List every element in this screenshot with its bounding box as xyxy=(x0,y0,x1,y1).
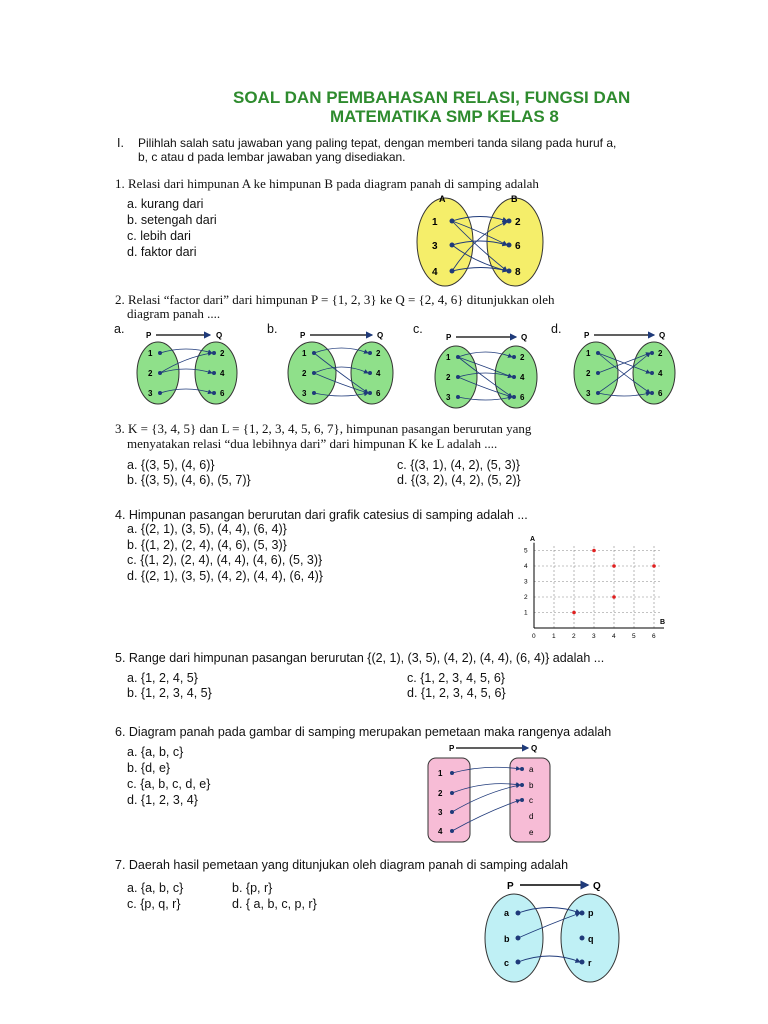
svg-text:b: b xyxy=(529,781,534,790)
p-label: P xyxy=(507,881,514,892)
svg-text:c: c xyxy=(504,958,510,968)
instruction-number: I. xyxy=(117,136,124,150)
svg-text:e: e xyxy=(529,828,534,837)
svg-text:2: 2 xyxy=(376,349,381,358)
instruction-line2: b, c atau d pada lembar jawaban yang disediakan. xyxy=(138,150,406,164)
q4-option-c[interactable]: c. {(1, 2), (2, 4), (4, 4), (4, 6), (5, 3)} xyxy=(127,553,323,567)
svg-text:2: 2 xyxy=(520,353,525,362)
svg-text:3: 3 xyxy=(446,393,451,402)
q7-option-b[interactable]: b. {p, r} xyxy=(232,881,273,895)
q1-text: 1. Relasi dari himpunan A ke himpunan B pada diagram panah di samping adalah xyxy=(115,176,539,191)
data-point xyxy=(652,564,656,568)
q2-line1: 2. Relasi “factor dari” dari himpunan P = {1, 2, 3} ke Q = {2, 4, 6} ditunjukkan oleh xyxy=(115,292,555,307)
x-tick-label: 0 xyxy=(532,633,536,640)
q6-arrow-diagram xyxy=(418,742,558,846)
q4-option-d[interactable]: d. {(2, 1), (3, 5), (4, 2), (4, 4), (6, 4)} xyxy=(127,569,323,583)
y-tick-label: 2 xyxy=(524,594,528,601)
set-p-ellipse xyxy=(485,894,543,982)
q1-arrow-diagram xyxy=(412,192,552,288)
q-label: Q xyxy=(593,881,601,892)
svg-text:b: b xyxy=(504,934,510,944)
a-element-3: 3 xyxy=(432,241,438,252)
svg-text:1: 1 xyxy=(302,349,307,358)
q3-option-c[interactable]: c. {(3, 1), (4, 2), (5, 3)} xyxy=(397,458,520,472)
svg-text:d: d xyxy=(529,812,534,821)
svg-text:2: 2 xyxy=(586,369,591,378)
svg-text:2: 2 xyxy=(446,373,451,382)
q4-option-b[interactable]: b. {(1, 2), (2, 4), (4, 6), (5, 3)} xyxy=(127,538,287,552)
q2-choice-d[interactable]: d. xyxy=(551,322,562,336)
y-tick-label: 5 xyxy=(524,547,528,555)
svg-text:4: 4 xyxy=(520,373,525,382)
svg-text:4: 4 xyxy=(438,827,443,836)
q6-option-b[interactable]: b. {d, e} xyxy=(127,761,171,775)
svg-text:6: 6 xyxy=(520,393,525,402)
svg-text:P: P xyxy=(446,333,452,342)
q1-option-d[interactable]: d. faktor dari xyxy=(127,245,197,259)
svg-text:a: a xyxy=(504,908,510,918)
svg-text:c: c xyxy=(529,796,533,805)
instruction-line1: Pilihlah salah satu jawaban yang paling tepat, dengan memberi tanda silang pada huruf a, xyxy=(138,136,617,150)
svg-text:3: 3 xyxy=(148,389,153,398)
q2-diagram-c xyxy=(428,329,548,409)
q2-line2: diagram panah .... xyxy=(127,306,221,321)
svg-text:a: a xyxy=(529,765,534,774)
q7-arrow-diagram xyxy=(482,876,632,986)
data-point xyxy=(572,611,576,615)
svg-text:r: r xyxy=(588,958,592,968)
svg-text:2: 2 xyxy=(438,789,443,798)
q7-option-a[interactable]: a. {a, b, c} xyxy=(127,881,184,895)
svg-text:2: 2 xyxy=(658,349,663,358)
q4-cartesian-chart xyxy=(506,520,676,640)
svg-text:6: 6 xyxy=(658,389,663,398)
svg-text:P: P xyxy=(300,331,306,340)
svg-text:Q: Q xyxy=(377,331,384,340)
q3-option-d[interactable]: d. {(3, 2), (4, 2), (5, 2)} xyxy=(397,473,521,487)
q4-option-a[interactable]: a. {(2, 1), (3, 5), (4, 4), (6, 4)} xyxy=(127,522,287,536)
q3-line2: menyatakan relasi “dua lebihnya dari” dari himpunan K ke L adalah .... xyxy=(127,436,498,451)
y-tick-label: 4 xyxy=(524,563,528,570)
svg-text:4: 4 xyxy=(376,369,381,378)
chart-xlabel: B xyxy=(660,619,666,626)
chart-ylabel: A xyxy=(530,535,536,543)
svg-text:6: 6 xyxy=(376,389,381,398)
svg-text:3: 3 xyxy=(302,389,307,398)
svg-text:2: 2 xyxy=(148,369,153,378)
data-point xyxy=(612,564,616,568)
b-element-6: 6 xyxy=(515,241,521,252)
q5-option-a[interactable]: a. {1, 2, 4, 5} xyxy=(127,671,198,685)
svg-text:P: P xyxy=(584,331,590,340)
q7-text: 7. Daerah hasil pemetaan yang ditunjukan oleh diagram panah di samping adalah xyxy=(115,858,569,872)
q5-text: 5. Range dari himpunan pasangan berurutan {(2, 1), (3, 5), (4, 2), (4, 4), (6, 4)} adalah ... xyxy=(115,651,605,665)
q1-option-b[interactable]: b. setengah dari xyxy=(127,213,217,227)
q3-option-a[interactable]: a. {(3, 5), (4, 6)} xyxy=(127,458,215,472)
p-label: P xyxy=(146,331,152,340)
data-point xyxy=(592,549,596,553)
svg-text:4: 4 xyxy=(658,369,663,378)
q2-choice-a[interactable]: a. xyxy=(114,322,125,336)
y-tick-label: 3 xyxy=(524,578,528,586)
set-b-label: B xyxy=(511,194,518,204)
x-tick-label: 5 xyxy=(632,633,636,640)
q3-option-b[interactable]: b. {(3, 5), (4, 6), (5, 7)} xyxy=(127,473,251,487)
q2-diagram-d xyxy=(566,327,686,407)
page-title-line1: SOAL DAN PEMBAHASAN RELASI, FUNGSI DAN xyxy=(233,88,631,107)
q7-option-c[interactable]: c. {p, q, r} xyxy=(127,897,181,911)
a-element-1: 1 xyxy=(432,217,438,228)
x-tick-label: 1 xyxy=(552,633,556,640)
data-point xyxy=(612,595,616,599)
page-title-line2: MATEMATIKA SMP KELAS 8 xyxy=(330,107,559,126)
q1-option-c[interactable]: c. lebih dari xyxy=(127,229,191,243)
svg-text:1: 1 xyxy=(586,349,591,358)
q2-choice-b[interactable]: b. xyxy=(267,322,278,336)
set-a-label: A xyxy=(439,194,446,204)
q2-choice-c[interactable]: c. xyxy=(413,322,423,336)
svg-text:q: q xyxy=(588,934,594,944)
svg-text:p: p xyxy=(588,908,594,918)
svg-text:4: 4 xyxy=(220,369,225,378)
q3-line1: 3. K = {3, 4, 5} dan L = {1, 2, 3, 4, 5, 6, 7}, himpunan pasangan berurutan yang xyxy=(115,421,532,436)
b-element-8: 8 xyxy=(515,267,521,278)
q4-text: 4. Himpunan pasangan berurutan dari grafik catesius di samping adalah ... xyxy=(115,508,528,522)
q2-diagram-a xyxy=(128,327,248,407)
q5-option-b[interactable]: b. {1, 2, 3, 4, 5} xyxy=(127,686,212,700)
svg-text:1: 1 xyxy=(446,353,451,362)
q-label: Q xyxy=(531,744,538,753)
svg-text:Q: Q xyxy=(659,331,666,340)
q5-option-d[interactable]: d. {1, 2, 3, 4, 5, 6} xyxy=(407,686,506,700)
q2-diagram-b xyxy=(282,327,402,407)
svg-text:1: 1 xyxy=(148,349,153,358)
q-label: Q xyxy=(216,331,223,340)
q5-option-c[interactable]: c. {1, 2, 3, 4, 5, 6} xyxy=(407,671,505,685)
x-tick-label: 4 xyxy=(612,633,616,640)
q6-option-a[interactable]: a. {a, b, c} xyxy=(127,745,184,759)
q7-option-d[interactable]: d. { a, b, c, p, r} xyxy=(232,897,317,911)
y-tick-label: 1 xyxy=(524,609,528,617)
p-label: P xyxy=(449,744,455,753)
x-tick-label: 2 xyxy=(572,633,576,640)
svg-text:1: 1 xyxy=(438,769,443,778)
svg-text:3: 3 xyxy=(438,808,443,817)
q6-option-c[interactable]: c. {a, b, c, d, e} xyxy=(127,777,211,791)
q6-text: 6. Diagram panah pada gambar di samping merupakan pemetaan maka rangenya adalah xyxy=(115,725,612,739)
svg-text:6: 6 xyxy=(220,389,225,398)
svg-text:2: 2 xyxy=(220,349,225,358)
q1-option-a[interactable]: a. kurang dari xyxy=(127,197,204,211)
svg-text:Q: Q xyxy=(521,333,528,342)
b-element-2: 2 xyxy=(515,217,521,228)
svg-text:2: 2 xyxy=(302,369,307,378)
x-tick-label: 3 xyxy=(592,633,596,640)
q6-option-d[interactable]: d. {1, 2, 3, 4} xyxy=(127,793,198,807)
a-element-4: 4 xyxy=(432,267,438,278)
x-tick-label: 6 xyxy=(652,633,656,640)
svg-text:3: 3 xyxy=(586,389,591,398)
